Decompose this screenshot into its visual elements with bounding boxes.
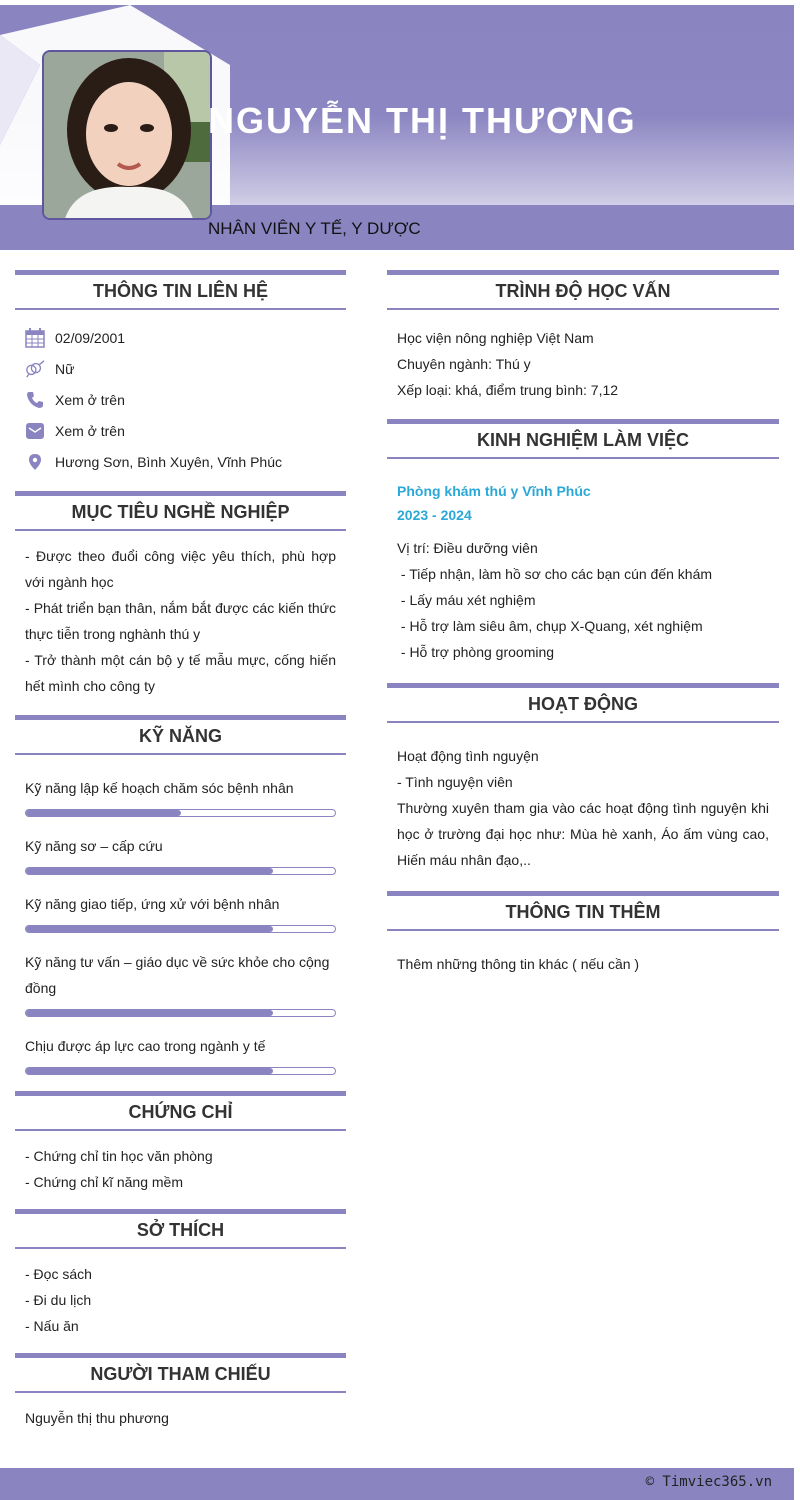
list-item: - Đọc sách — [25, 1266, 92, 1282]
gender-text: Nữ — [55, 360, 75, 377]
contact-gender — [25, 353, 336, 384]
objective-text — [15, 531, 346, 715]
address-text: Hương Sơn, Bình Xuyên, Vĩnh Phúc — [55, 453, 282, 470]
skill-bar — [25, 809, 336, 817]
experience-line: - Hỗ trợ phòng grooming — [397, 644, 555, 660]
experience-company: Phòng khám thú y Vĩnh Phúc — [397, 483, 591, 499]
hobbies-list — [15, 1249, 346, 1353]
activity-line: Thường xuyên tham gia vào các hoạt động tình nguyện khi học ở trường đại học như: Mùa hè xanh, Áo ấm vùng cao, Hiến máu nhân đạo,.. — [397, 800, 769, 868]
skill-bar-fill — [26, 810, 181, 816]
experience-line: - Lấy máu xét nghiệm — [397, 592, 536, 608]
skill-item — [25, 891, 336, 933]
map-pin-icon — [25, 452, 45, 472]
contact-email — [25, 415, 336, 446]
footer-credit: © Timviec365.vn — [645, 1474, 772, 1490]
references-text — [15, 1393, 346, 1431]
certificates-heading: CHỨNG CHỈ — [15, 1091, 346, 1131]
objective-line: - Phát triển bạn thân, nắm bắt được các kiến thức thực tiễn trong nghành thú y — [25, 600, 336, 642]
contact-dob — [25, 322, 336, 353]
gender-icon — [25, 359, 45, 379]
calendar-icon — [25, 328, 45, 348]
skill-bar — [25, 1067, 336, 1075]
education-line: Học viện nông nghiệp Việt Nam — [397, 330, 594, 346]
experience-line: - Hỗ trợ làm siêu âm, chụp X-Quang, xét nghiệm — [397, 618, 703, 634]
contact-phone — [25, 384, 336, 415]
references-heading: NGƯỜI THAM CHIẾU — [15, 1353, 346, 1393]
skill-name: Chịu được áp lực cao trong ngành y tế — [25, 1038, 266, 1054]
certificates-list — [15, 1131, 346, 1209]
contact-heading: THÔNG TIN LIÊN HỆ — [15, 270, 346, 310]
skill-name: Kỹ năng sơ – cấp cứu — [25, 838, 163, 854]
avatar — [42, 50, 212, 220]
list-item: - Đi du lịch — [25, 1292, 92, 1308]
skill-bar-fill — [26, 926, 273, 932]
extra-text: Thêm những thông tin khác ( nếu cần ) — [397, 956, 640, 972]
skill-item — [25, 1033, 336, 1075]
objective-heading: MỤC TIÊU NGHỀ NGHIỆP — [15, 491, 346, 531]
skill-bar — [25, 1009, 336, 1017]
left-column — [15, 270, 346, 1431]
experience-info — [387, 459, 779, 683]
phone-icon — [25, 390, 45, 410]
contact-address — [25, 446, 336, 477]
candidate-name: NGUYỄN THỊ THƯƠNG — [208, 100, 637, 141]
extra-heading: THÔNG TIN THÊM — [387, 891, 779, 931]
list-item: - Nấu ăn — [25, 1318, 79, 1334]
list-item: - Chứng chỉ tin học văn phòng — [25, 1148, 213, 1164]
list-item: - Chứng chỉ kĩ năng mềm — [25, 1174, 183, 1190]
education-info — [387, 310, 779, 419]
email-text: Xem ở trên — [55, 422, 125, 439]
skill-name: Kỹ năng lập kế hoạch chăm sóc bệnh nhân — [25, 780, 294, 796]
job-title: NHÂN VIÊN Y TẾ, Y DƯỢC — [208, 219, 421, 238]
skill-name: Kỹ năng tư vấn – giáo dục về sức khỏe cho cộng đồng — [25, 954, 330, 996]
education-line: Chuyên ngành: Thú y — [397, 356, 531, 372]
skill-bar — [25, 925, 336, 933]
skill-bar-fill — [26, 1010, 273, 1016]
skill-name: Kỹ năng giao tiếp, ứng xử với bệnh nhân — [25, 896, 280, 912]
skill-bar-fill — [26, 868, 273, 874]
hobbies-heading: SỞ THÍCH — [15, 1209, 346, 1249]
skill-item — [25, 833, 336, 875]
skill-item — [25, 775, 336, 817]
activities-info — [387, 723, 779, 891]
activity-line: Hoạt động tình nguyện — [397, 748, 539, 764]
experience-heading: KINH NGHIỆM LÀM VIỆC — [387, 419, 779, 459]
objective-line: - Trở thành một cán bộ y tế mẫu mực, cống hiến hết mình cho công ty — [25, 652, 336, 694]
education-line: Xếp loại: khá, điểm trung bình: 7,12 — [397, 382, 619, 398]
skill-item — [25, 949, 336, 1017]
extra-info — [387, 931, 779, 977]
right-column — [387, 270, 779, 977]
avatar-photo — [44, 52, 212, 220]
reference-name: Nguyễn thị thu phương — [25, 1410, 169, 1426]
skills-list — [15, 755, 346, 1075]
phone-text: Xem ở trên — [55, 391, 125, 408]
skills-heading: KỸ NĂNG — [15, 715, 346, 755]
dob-text: 02/09/2001 — [55, 329, 126, 346]
activities-heading: HOẠT ĐỘNG — [387, 683, 779, 723]
contact-info — [15, 310, 346, 477]
envelope-icon — [25, 421, 45, 441]
experience-line: Vị trí: Điều dưỡng viên — [397, 540, 538, 556]
education-heading: TRÌNH ĐỘ HỌC VẤN — [387, 270, 779, 310]
skill-bar-fill — [26, 1068, 273, 1074]
objective-line: - Được theo đuổi công việc yêu thích, phù hợp với ngành học — [25, 548, 336, 590]
experience-line: - Tiếp nhận, làm hồ sơ cho các bạn cún đến khám — [397, 566, 713, 582]
footer — [0, 1468, 794, 1500]
experience-period: 2023 - 2024 — [397, 507, 472, 523]
skill-bar — [25, 867, 336, 875]
activity-line: - Tình nguyện viên — [397, 774, 513, 790]
